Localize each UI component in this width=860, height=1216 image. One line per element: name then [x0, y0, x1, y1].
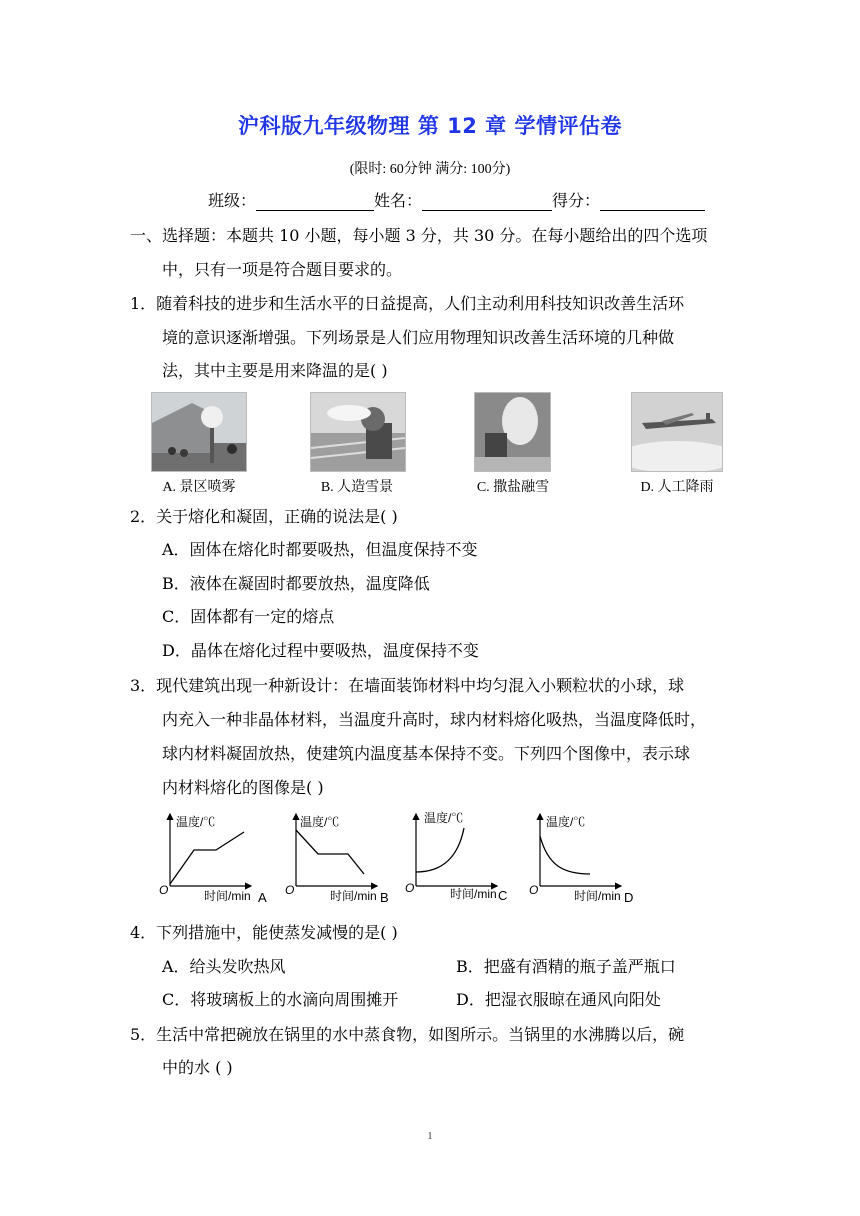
photo-artificial-snow	[310, 392, 406, 472]
caption-c: C. 撒盐融雪	[476, 480, 550, 495]
q2-option-d: D．晶体在熔化过程中要吸热，温度保持不变	[162, 641, 479, 660]
graph-c-origin: O	[405, 881, 415, 895]
q3-line-3: 球内材料凝固放热，使建筑内温度基本保持不变。下列四个图像中，表示球	[162, 744, 691, 763]
page-number: 1	[427, 1130, 433, 1142]
graph-c-ylabel: 温度/℃	[424, 811, 464, 825]
q1-line-3: 法，其中主要是用来降温的是( )	[162, 361, 388, 380]
photo-scenic-spray	[151, 392, 247, 472]
graph-a-origin: O	[159, 883, 169, 897]
q2-stem: 2．关于熔化和凝固，正确的说法是( )	[130, 507, 398, 526]
q2-option-b: B．液体在凝固时都要放热，温度降低	[162, 574, 430, 593]
q3-line-2: 内充入一种非晶体材料，当温度升高时，球内材料熔化吸热，当温度降低时，	[162, 710, 707, 729]
graph-d-ylabel: 温度/℃	[546, 815, 586, 829]
q1-line-2: 境的意识逐渐增强。下列场景是人们应用物理知识改善生活环境的几种做	[162, 328, 675, 347]
q2-option-c: C．固体都有一定的熔点	[162, 607, 335, 626]
class-label: 班级：	[208, 191, 257, 210]
score-blank	[600, 194, 705, 211]
graph-c-xlabel: 时间/min	[450, 887, 497, 901]
graph-b	[282, 808, 400, 904]
q2-option-a: A．固体在熔化时都要吸热，但温度保持不变	[162, 540, 478, 559]
section-heading: 一、选择题：本题共 10 小题，每小题 3 分，共 30 分。在每小题给出的四个选项	[130, 226, 708, 245]
graph-b-letter: B	[380, 890, 389, 904]
graph-d-origin: O	[529, 883, 539, 897]
q4-stem: 4．下列措施中，能使蒸发减慢的是( )	[130, 923, 398, 942]
graph-a-letter: A	[258, 890, 267, 904]
q3-line-4: 内材料熔化的图像是( )	[162, 778, 324, 797]
caption-a: A. 景区喷雾	[162, 480, 236, 495]
graph-d-letter: D	[624, 890, 634, 904]
page-title: 沪科版九年级物理 第 12 章 学情评估卷	[238, 114, 622, 138]
score-label: 得分：	[552, 191, 601, 210]
q3-line-1: 3．现代建筑出现一种新设计：在墙面装饰材料中均匀混入小颗粒状的小球，球	[130, 676, 685, 695]
name-blank	[422, 194, 552, 211]
graph-d	[526, 808, 644, 904]
q5-line-1: 5．生活中常把碗放在锅里的水中蒸食物，如图所示。当锅里的水沸腾以后，碗	[130, 1025, 685, 1044]
graph-d-xlabel: 时间/min	[574, 889, 621, 903]
time-limit-subtitle: (限时: 60分钟 满分: 100分)	[349, 162, 511, 177]
graph-a-ylabel: 温度/℃	[176, 815, 216, 829]
student-info-row	[208, 191, 705, 211]
graph-b-ylabel: 温度/℃	[300, 815, 340, 829]
q4-option-b: B．把盛有酒精的瓶子盖严瓶口	[456, 957, 676, 976]
q4-option-a: A．给头发吹热风	[162, 957, 286, 976]
q4-option-d: D．把湿衣服晾在通风向阳处	[456, 990, 661, 1009]
graph-b-xlabel: 时间/min	[330, 889, 377, 903]
graph-c	[402, 808, 520, 904]
q5-line-2: 中的水 ( )	[162, 1058, 233, 1077]
graph-a	[156, 808, 274, 904]
name-label: 姓名：	[374, 191, 423, 210]
graph-a-xlabel: 时间/min	[204, 889, 251, 903]
caption-d: D. 人工降雨	[640, 480, 714, 495]
q4-option-c: C．将玻璃板上的水滴向周围摊开	[162, 990, 399, 1009]
class-blank	[256, 194, 374, 211]
graph-c-letter: C	[498, 888, 508, 903]
photo-salt-melting-snow	[474, 392, 551, 472]
photo-artificial-rain-plane	[631, 392, 723, 472]
graph-b-origin: O	[285, 883, 295, 897]
q1-line-1: 1．随着科技的进步和生活水平的日益提高，人们主动利用科技知识改善生活环	[130, 294, 685, 313]
section-heading-cont: 中，只有一项是符合题目要求的。	[162, 260, 403, 279]
caption-b: B. 人造雪景	[320, 480, 394, 495]
